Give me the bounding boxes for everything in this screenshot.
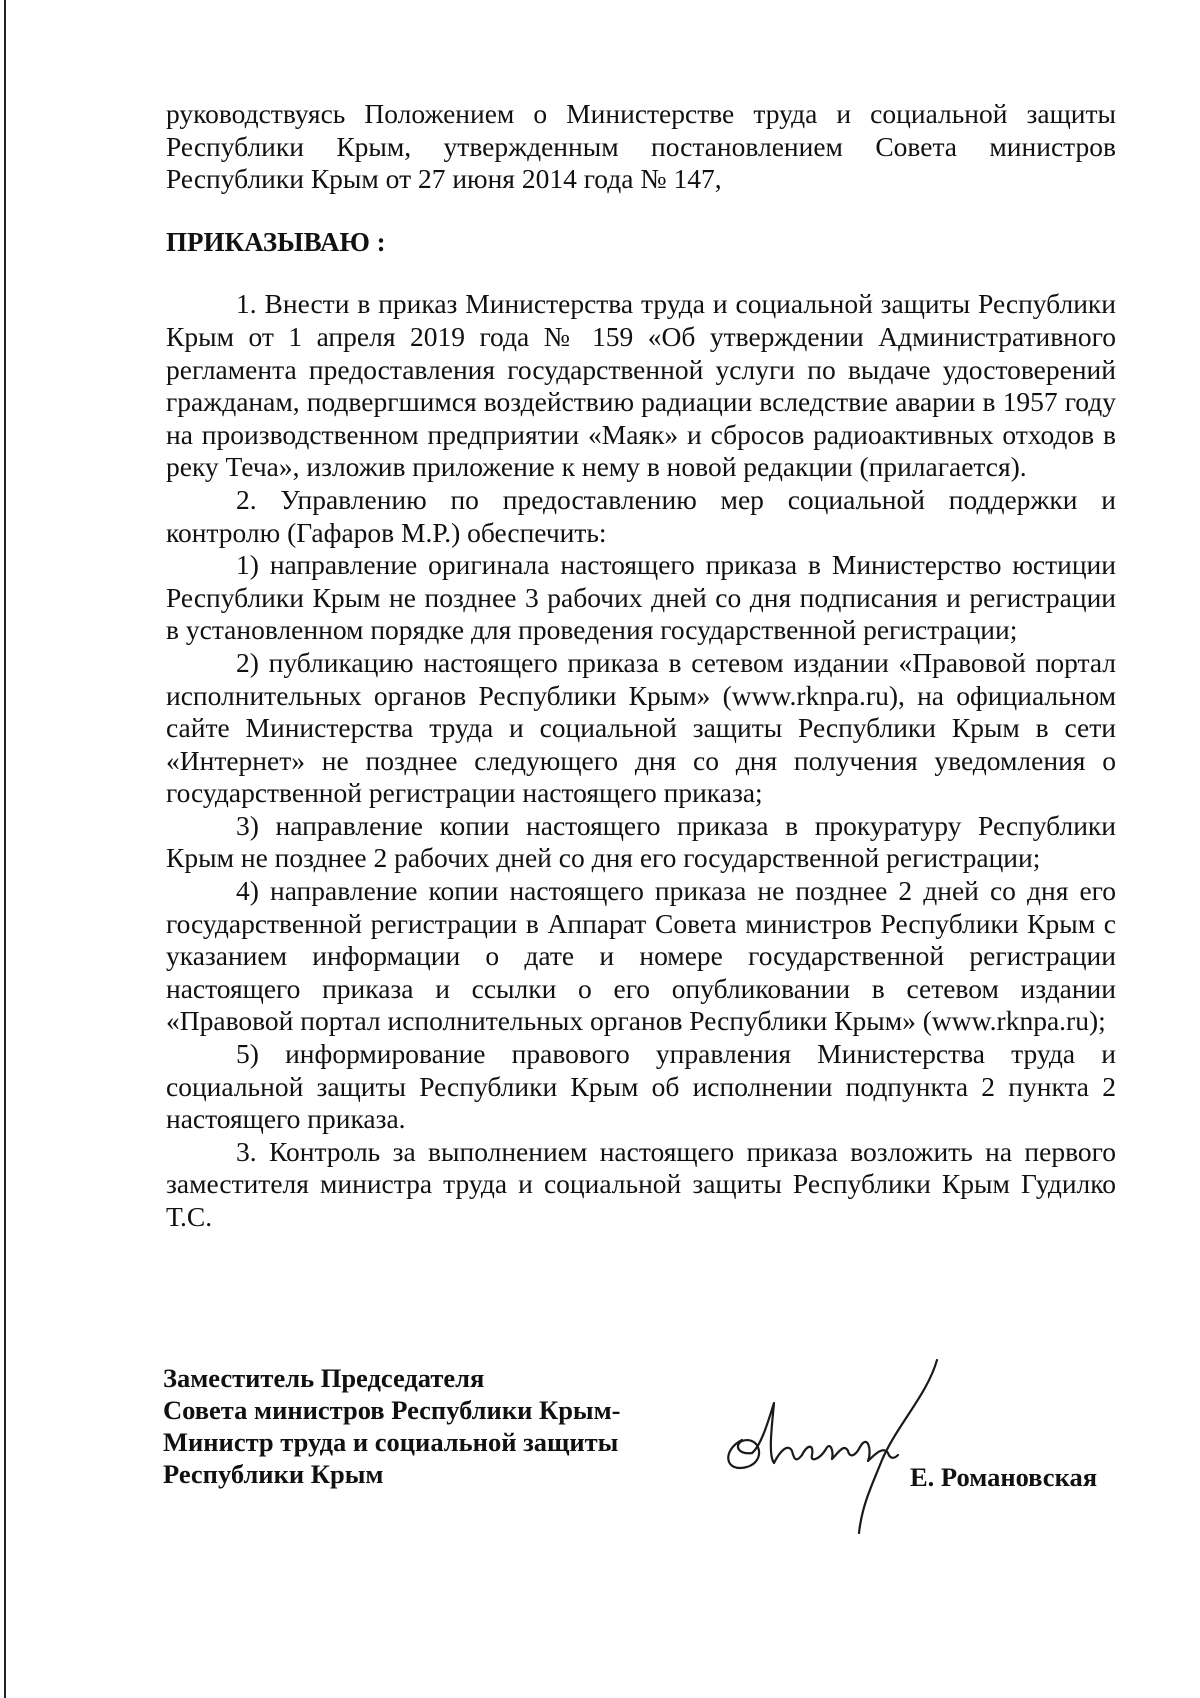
item-3: 3. Контроль за выполнением настоящего приказа возложить на первого заместителя министра труда и социальной защиты Республики Крым Гудилко Т.С. (166, 1135, 1116, 1232)
signatory-position-line: Министр труда и социальной защиты (163, 1427, 619, 1457)
scan-edge-line (4, 0, 6, 1698)
subitem-2-2: 2) публикацию настоящего приказа в сетевом издании «Правовой портал исполнительных органов Республики Крым» (www.rknpa.ru), на официальном сайте Министерства труда и социальной защиты Республики Крым в сети «Интернет» не позднее следующего дня со дня получения уведомления о государственной регистрации настоящего приказа; (166, 646, 1116, 809)
subitem-2-4: 4) направление копии настоящего приказа не позднее 2 дней со дня его государственной регистрации в Аппарат Совета министров Республики Крым с указанием информации о дате и номере государственной регистрации настоящего приказа и ссылки о его опубликовании в сетевом издании «Правовой портал исполнительных органов Республики Крым» (www.rknpa.ru); (166, 875, 1116, 1037)
item-2: 2. Управлению по предоставлению мер социальной поддержки и контролю (Гафаров М.Р.) обеспечить: (166, 483, 1116, 548)
signatory-name: Е. Романовская (910, 1462, 1098, 1492)
intro-paragraph: руководствуясь Положением о Министерстве труда и социальной защиты Республики Крым, утвержденным постановлением Совета министров Республики Крым от 27 июня 2014 года № 147, (166, 98, 1116, 195)
item-1: 1. Внести в приказ Министерства труда и социальной защиты Республики Крым от 1 апреля 2019 года № 159 «Об утверждении Административного регламента предоставления государственной услуги по выдаче удостоверений гражданам, подвергшимся воздействию радиации вследствие аварии в 1957 году на производственном предприятии «Маяк» и сбросов радиоактивных отходов в реку Теча», изложив приложение к нему в новой редакции (прилагается). (166, 288, 1116, 483)
signatory-position (163, 1362, 683, 1490)
document-body (166, 98, 1116, 1234)
subitem-2-5: 5) информирование правового управления Министерства труда и социальной защиты Республики Крым об исполнении подпункта 2 пункта 2 настоящего приказа. (166, 1038, 1116, 1135)
signatory-position-line: Республики Крым (163, 1459, 384, 1489)
signatory-position-line: Совета министров Республики Крым- (163, 1395, 621, 1425)
subitem-2-3: 3) направление копии настоящего приказа в прокуратуру Республики Крым не позднее 2 рабочих дней со дня его государственной регистрации; (166, 809, 1116, 874)
subitem-2-1: 1) направление оригинала настоящего приказа в Министерство юстиции Республики Крым не позднее 3 рабочих дней со дня подписания и регистрации в установленном порядке для проведения государственной регистрации; (166, 549, 1116, 646)
order-heading: ПРИКАЗЫВАЮ : (166, 226, 386, 257)
handwritten-signature (712, 1355, 942, 1535)
signatory-position-line: Заместитель Председателя (163, 1363, 485, 1393)
